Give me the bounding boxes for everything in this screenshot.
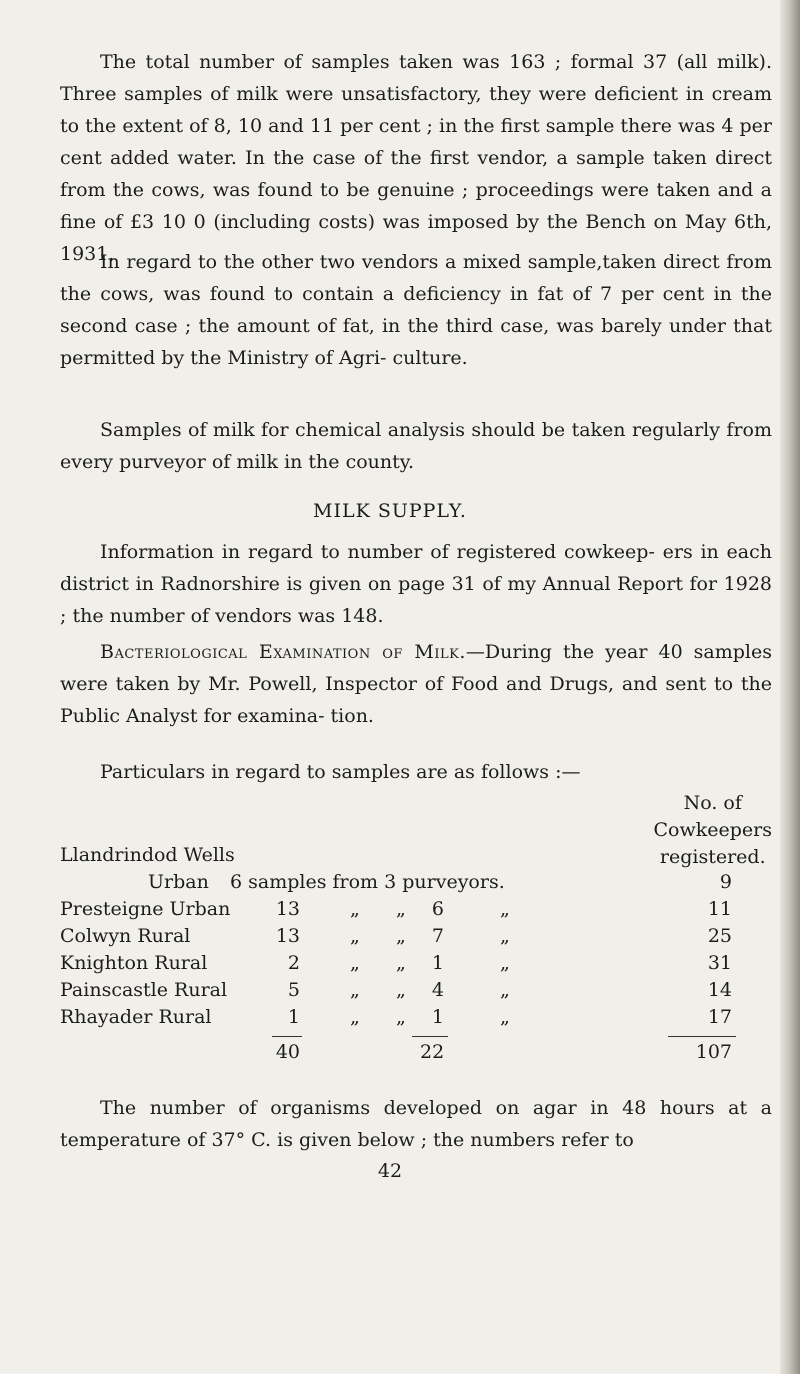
row-registered: 11: [707, 898, 732, 920]
ditto-mark: „: [350, 979, 360, 1001]
table-row-llandrindod: [60, 871, 780, 898]
ditto-mark: „: [500, 979, 510, 1001]
row-purveyors: 1: [431, 952, 444, 974]
row-name-cont: Urban: [148, 871, 209, 893]
ditto-mark: „: [350, 925, 360, 947]
header-line-3: registered.: [659, 846, 766, 868]
ditto-mark: „: [396, 979, 406, 1001]
row-registered: 31: [707, 952, 732, 974]
paragraph-other-vendors: In regard to the other two vendors a mixed sample,taken direct from the cows, was found to contain a deficiency in fat of 7 per cent in the second case ; the amount of fat, in the third case, was barely under that permitted by the Ministry of Agri- culture.: [60, 251, 772, 369]
table-row: [60, 898, 780, 925]
total-rule-registered: [668, 1036, 736, 1037]
row-samples: 5: [287, 979, 300, 1001]
table-row: [60, 1006, 780, 1033]
row-purveyors: 4: [431, 979, 444, 1001]
row-name: Rhayader Rural: [60, 1006, 212, 1028]
total-rule-samples: [272, 1036, 302, 1037]
row-samples: 13: [275, 898, 300, 920]
total-purveyors: 22: [420, 1041, 445, 1063]
row-purveyors: 1: [431, 1006, 444, 1028]
row-registered: 17: [707, 1006, 732, 1028]
row-name: Llandrindod Wells: [60, 844, 235, 866]
ditto-mark: „: [350, 898, 360, 920]
total-samples: 40: [275, 1041, 300, 1063]
row-purveyors: 6: [431, 898, 444, 920]
ditto-mark: „: [500, 1006, 510, 1028]
row-name: Colwyn Rural: [60, 925, 191, 947]
ditto-mark: „: [500, 925, 510, 947]
row-name: Knighton Rural: [60, 952, 208, 974]
ditto-mark: „: [396, 925, 406, 947]
table-row: [60, 979, 780, 1006]
row-samples: 13: [275, 925, 300, 947]
paragraph-samples-total: The total number of samples taken was 163 ; formal 37 (all milk). Three samples of milk were unsatisfactory, they were deficient in cream to the extent of 8, 10 and 11 per cent ; in the first sample there was 4 per cent added water. In the case of the first vendor, a sample taken direct from the cows, was found to be genuine ; proceedings were taken and a fine of £3 10 0 (including costs) was imposed by the Bench on May 6th, 1931.: [60, 51, 772, 265]
paragraph-bacteriological: [60, 636, 772, 732]
total-registered: 107: [695, 1041, 732, 1063]
bacteriological-heading: Bacteriological Examination of Milk.: [100, 641, 466, 663]
ditto-mark: „: [396, 898, 406, 920]
total-rule-purveyors: [412, 1036, 448, 1037]
row-phrase: 6 samples from 3 purveyors.: [230, 871, 505, 893]
ditto-mark: „: [350, 952, 360, 974]
table-row: [60, 925, 780, 952]
ditto-mark: „: [500, 898, 510, 920]
row-name: Presteigne Urban: [60, 898, 231, 920]
header-line-1: No. of: [683, 792, 742, 814]
ditto-mark: „: [396, 1006, 406, 1028]
row-registered: 14: [707, 979, 732, 1001]
page-number: 42: [377, 1160, 403, 1182]
row-registered: 9: [719, 871, 732, 893]
paragraph-cowkeepers-info: Information in regard to number of registered cowkeep- ers in each district in Radnorshire is given on page 31 of my Annual Report for 1928 ; the number of vendors was 148.: [60, 541, 772, 627]
table-row-llandrindod-name: [60, 844, 780, 871]
row-registered: 25: [707, 925, 732, 947]
paragraph-particulars: Particulars in regard to samples are as follows :—: [100, 761, 581, 783]
row-samples: 2: [287, 952, 300, 974]
row-name: Painscastle Rural: [60, 979, 228, 1001]
row-samples: 1: [287, 1006, 300, 1028]
table-totals-row: [60, 1041, 780, 1068]
table-row: [60, 952, 780, 979]
paragraph-chemical-analysis: Samples of milk for chemical analysis should be taken regularly from every purveyor of milk in the county.: [60, 419, 772, 473]
row-purveyors: 7: [431, 925, 444, 947]
bacteriological-body: —During the year 40 samples were taken by Mr. Powell, Inspector of Food and Drugs, and sent to the Public Analyst for examina- tion.: [60, 641, 772, 727]
ditto-mark: „: [396, 952, 406, 974]
ditto-mark: „: [350, 1006, 360, 1028]
page-binding-edge: [780, 0, 800, 1374]
ditto-mark: „: [500, 952, 510, 974]
paragraph-organisms: The number of organisms developed on agar in 48 hours at a temperature of 37° C. is given below ; the numbers refer to: [60, 1097, 772, 1151]
header-line-2: Cowkeepers: [653, 819, 772, 841]
section-heading-milk-supply: MILK SUPPLY.: [313, 500, 467, 522]
